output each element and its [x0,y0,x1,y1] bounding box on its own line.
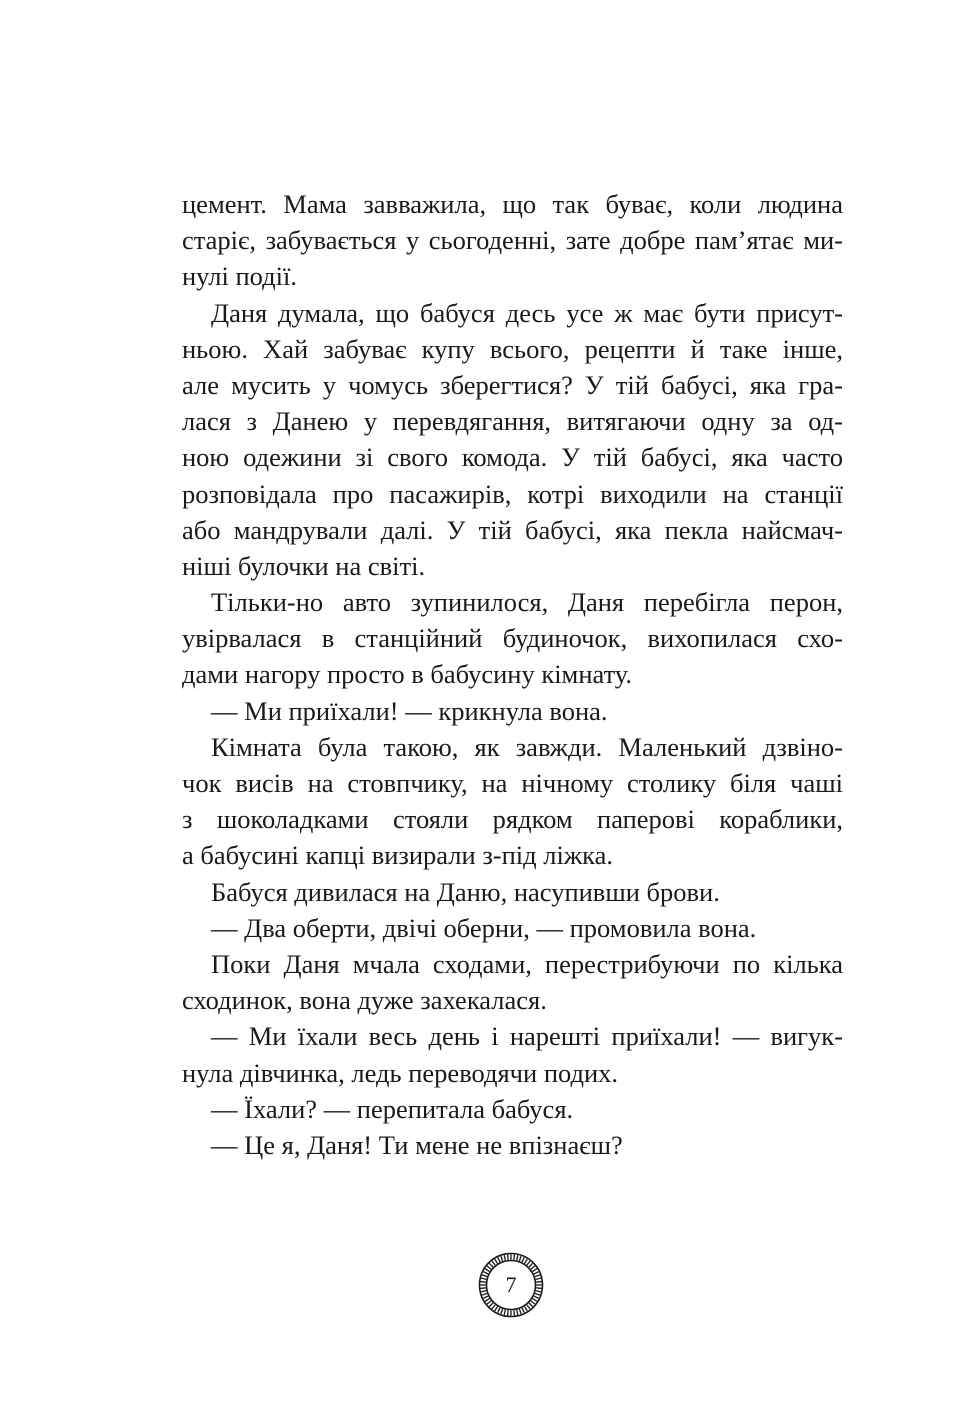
text-line: але мусить у чомусь зберегтися? У тій бабусі, яка гра- [182,369,843,400]
text-line: — Ми їхали весь день і нарешті приїхали! — вигук- [211,1021,843,1052]
paragraph [182,729,843,874]
text-line: Даня думала, що бабуся десь усе ж має бути присут- [211,297,843,328]
paragraph [182,1127,843,1163]
text-line: а бабусині капці визирали з-під ліжка. [182,840,614,871]
paragraph [182,295,843,585]
text-line: — Два оберти, двічі оберни, — промовила вона. [211,912,757,943]
text-line: Бабуся дивилася на Даню, насупивши брови. [211,876,720,907]
page-number: 7 [505,1272,517,1297]
paragraph [182,874,843,910]
text-line: лася з Данею у перевдягання, витягаючи одну за од- [182,406,843,437]
paragraph [182,946,843,1018]
text-line: дами нагору просто в бабусину кімнату. [182,659,633,690]
paragraph [182,1091,843,1127]
text-line: ніші булочки на світі. [182,550,426,581]
page-number-badge [478,1252,544,1318]
text-line: з шоколадками стояли рядком паперові кораблики, [182,804,843,835]
paragraph [182,910,843,946]
text-line: увірвалася в станційний будиночок, вихопилася схо- [182,623,843,654]
text-line: розповідала про пасажирів, котрі виходили на станції [182,478,843,509]
text-line: — Це я, Даня! Ти мене не впізнаєш? [211,1129,623,1160]
paragraph [182,1018,843,1090]
text-line: нула дівчинка, ледь переводячи подих. [182,1057,619,1088]
text-line: старіє, забувається у сьогоденні, зате добре пам’ятає ми- [182,225,843,256]
text-line: — Ми приїхали! — крикнула вона. [211,695,608,726]
text-line: ньою. Хай забуває купу всього, рецепти й таке інше, [182,333,843,364]
paragraph [182,693,843,729]
text-line: нулі події. [182,261,297,292]
body-text [182,186,843,1163]
text-line: Поки Даня мчала сходами, перестрибуючи по кілька [211,948,843,979]
text-line: або мандрували далі. У тій бабусі, яка пекла найсмач- [182,514,843,545]
text-line: — Їхали? — перепитала бабуся. [211,1093,574,1124]
paragraph [182,584,843,693]
text-line: цемент. Мама завважила, що так буває, коли людина [182,189,843,219]
text-line: ною одежини зі свого комода. У тій бабусі, яка часто [182,442,843,473]
paragraph [182,186,843,295]
text-line: Кімната була такою, як завжди. Маленький дзвіно- [211,731,843,762]
text-line: Тільки-но авто зупинилося, Даня перебігла перон, [211,587,843,618]
text-line: чок висів на стовпчику, на нічному столику біля чаші [182,768,843,798]
text-line: сходинок, вона дуже захекалася. [182,985,547,1016]
